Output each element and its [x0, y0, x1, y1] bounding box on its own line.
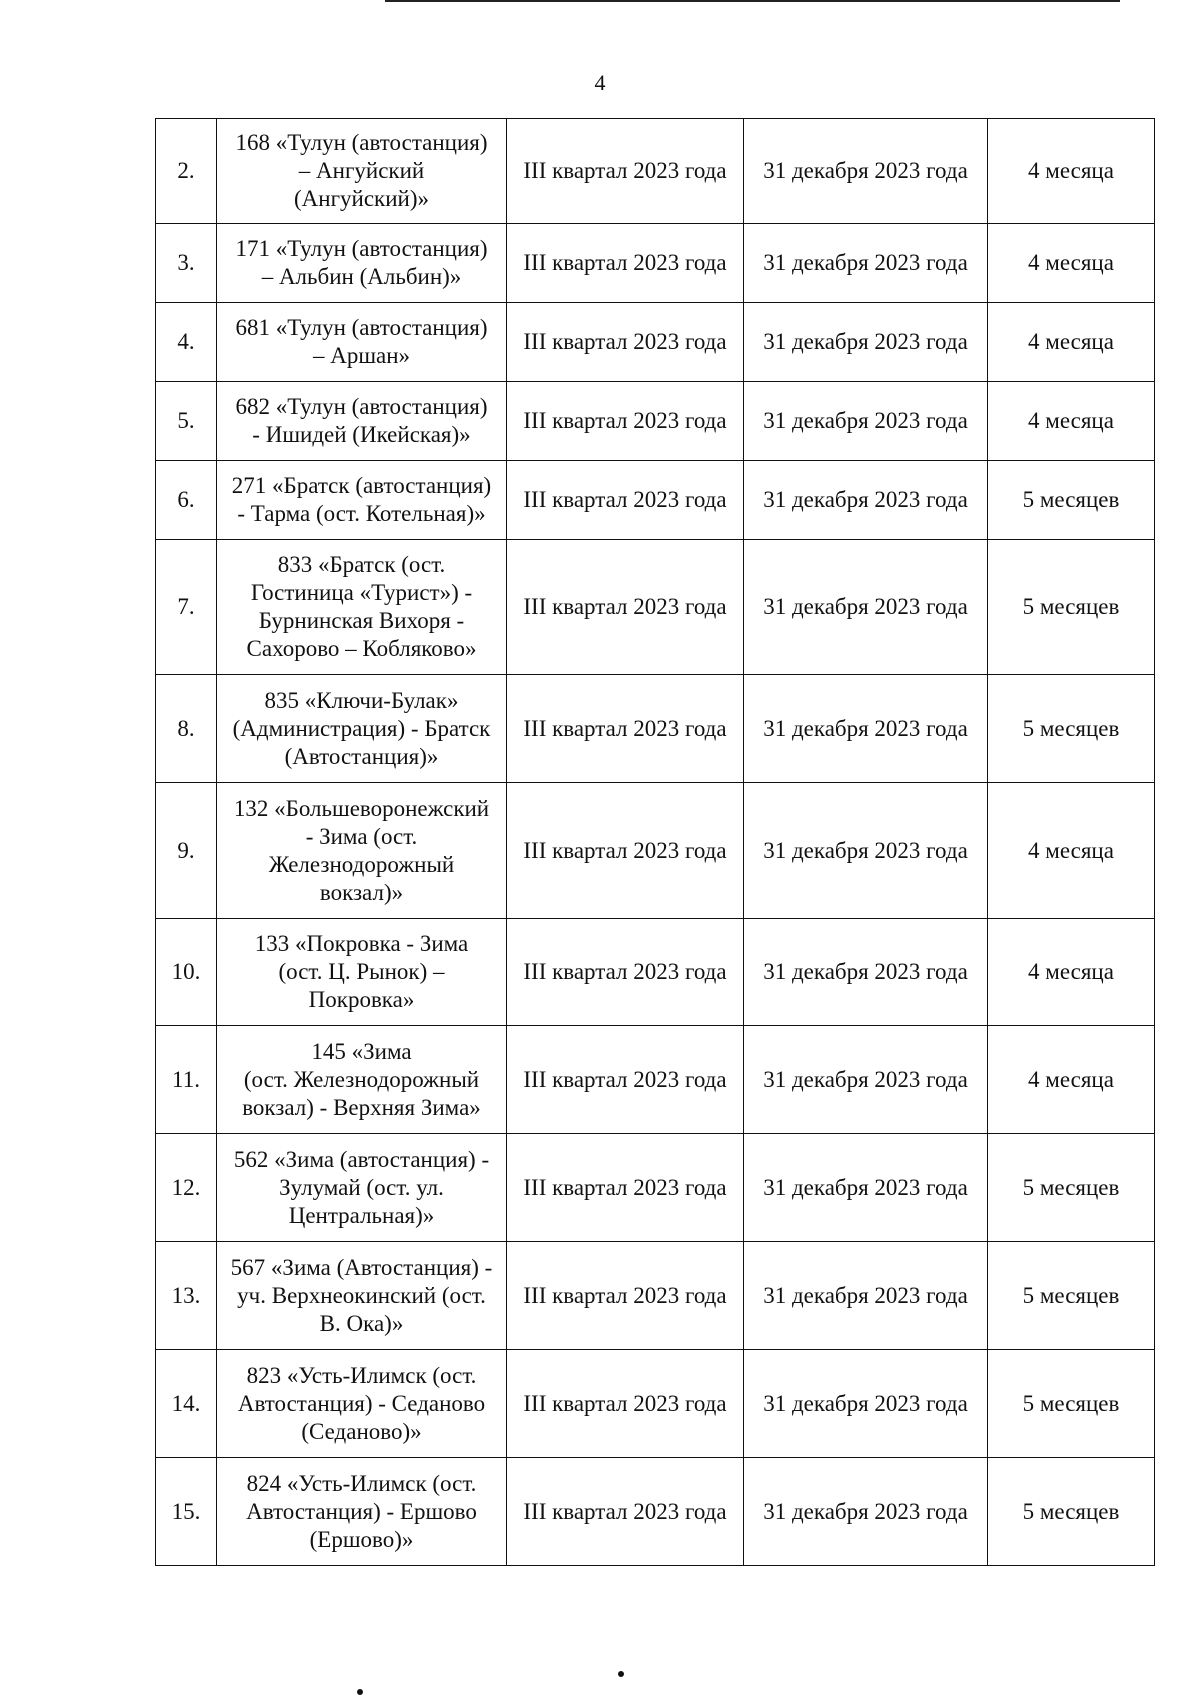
- quarter-cell: III квартал 2023 года: [507, 1458, 744, 1566]
- date-cell: 31 декабря 2023 года: [744, 1458, 988, 1566]
- date-cell: 31 декабря 2023 года: [744, 783, 988, 919]
- row-number: 3.: [156, 224, 217, 303]
- table-row: [156, 1134, 1155, 1242]
- period-cell: 4 месяца: [988, 382, 1155, 461]
- period-cell: 4 месяца: [988, 224, 1155, 303]
- table-row: [156, 540, 1155, 675]
- table-row: [156, 119, 1155, 224]
- date-cell: 31 декабря 2023 года: [744, 461, 988, 540]
- period-cell: 4 месяца: [988, 1026, 1155, 1134]
- page-number: 4: [594, 70, 606, 95]
- period-cell: 5 месяцев: [988, 1350, 1155, 1458]
- route-name: 132 «Большеворонежский - Зима (ост. Железнодорожный вокзал)»: [217, 783, 507, 919]
- date-cell: 31 декабря 2023 года: [744, 540, 988, 675]
- row-number: 7.: [156, 540, 217, 675]
- route-name: 682 «Тулун (автостанция) - Ишидей (Икейская)»: [217, 382, 507, 461]
- route-name: 168 «Тулун (автостанция) – Ангуйский (Ангуйский)»: [217, 119, 507, 224]
- date-cell: 31 декабря 2023 года: [744, 1242, 988, 1350]
- row-number: 11.: [156, 1026, 217, 1134]
- date-cell: 31 декабря 2023 года: [744, 303, 988, 382]
- quarter-cell: III квартал 2023 года: [507, 303, 744, 382]
- date-cell: 31 декабря 2023 года: [744, 224, 988, 303]
- table-row: [156, 1350, 1155, 1458]
- top-border-line: [385, 0, 1120, 2]
- route-name: 133 «Покровка - Зима (ост. Ц. Рынок) – Покровка»: [217, 919, 507, 1026]
- row-number: 2.: [156, 119, 217, 224]
- period-cell: 4 месяца: [988, 783, 1155, 919]
- table-row: [156, 1242, 1155, 1350]
- quarter-cell: III квартал 2023 года: [507, 783, 744, 919]
- quarter-cell: III квартал 2023 года: [507, 675, 744, 783]
- table-row: [156, 675, 1155, 783]
- row-number: 9.: [156, 783, 217, 919]
- route-name: 567 «Зима (Автостанция) - уч. Верхнеокинский (ост. В. Ока)»: [217, 1242, 507, 1350]
- period-cell: 4 месяца: [988, 919, 1155, 1026]
- period-cell: 5 месяцев: [988, 461, 1155, 540]
- period-cell: 4 месяца: [988, 303, 1155, 382]
- route-name: 833 «Братск (ост. Гостиница «Турист») - Бурнинская Вихоря - Сахорово – Кобляково»: [217, 540, 507, 675]
- route-name: 681 «Тулун (автостанция) – Аршан»: [217, 303, 507, 382]
- route-name: 824 «Усть-Илимск (ост. Автостанция) - Ершово (Ершово)»: [217, 1458, 507, 1566]
- table-row: [156, 303, 1155, 382]
- route-name: 835 «Ключи-Булак» (Администрация) - Братск (Автостанция)»: [217, 675, 507, 783]
- route-name: 145 «Зима (ост. Железнодорожный вокзал) - Верхняя Зима»: [217, 1026, 507, 1134]
- row-number: 8.: [156, 675, 217, 783]
- period-cell: 5 месяцев: [988, 540, 1155, 675]
- date-cell: 31 декабря 2023 года: [744, 1134, 988, 1242]
- date-cell: 31 декабря 2023 года: [744, 1026, 988, 1134]
- route-name: 271 «Братск (автостанция) - Тарма (ост. Котельная)»: [217, 461, 507, 540]
- quarter-cell: III квартал 2023 года: [507, 540, 744, 675]
- period-cell: 5 месяцев: [988, 675, 1155, 783]
- routes-table: [155, 118, 1155, 1566]
- table-row: [156, 783, 1155, 919]
- date-cell: 31 декабря 2023 года: [744, 382, 988, 461]
- date-cell: 31 декабря 2023 года: [744, 919, 988, 1026]
- date-cell: 31 декабря 2023 года: [744, 675, 988, 783]
- quarter-cell: III квартал 2023 года: [507, 1242, 744, 1350]
- quarter-cell: III квартал 2023 года: [507, 1350, 744, 1458]
- table-row: [156, 919, 1155, 1026]
- table-row: [156, 1458, 1155, 1566]
- period-cell: 4 месяца: [988, 119, 1155, 224]
- row-number: 14.: [156, 1350, 217, 1458]
- scan-dot-mark: [618, 1671, 624, 1677]
- date-cell: 31 декабря 2023 года: [744, 119, 988, 224]
- routes-table-body: [156, 119, 1155, 1566]
- row-number: 4.: [156, 303, 217, 382]
- period-cell: 5 месяцев: [988, 1134, 1155, 1242]
- table-row: [156, 461, 1155, 540]
- scan-dot-mark: [357, 1689, 363, 1695]
- route-name: 562 «Зима (автостанция) - Зулумай (ост. ул. Центральная)»: [217, 1134, 507, 1242]
- route-name: 823 «Усть-Илимск (ост. Автостанция) - Седаново (Седаново)»: [217, 1350, 507, 1458]
- quarter-cell: III квартал 2023 года: [507, 382, 744, 461]
- row-number: 5.: [156, 382, 217, 461]
- quarter-cell: III квартал 2023 года: [507, 1026, 744, 1134]
- date-cell: 31 декабря 2023 года: [744, 1350, 988, 1458]
- period-cell: 5 месяцев: [988, 1458, 1155, 1566]
- table-row: [156, 382, 1155, 461]
- route-name: 171 «Тулун (автостанция) – Альбин (Альбин)»: [217, 224, 507, 303]
- table-row: [156, 224, 1155, 303]
- period-cell: 5 месяцев: [988, 1242, 1155, 1350]
- table-row: [156, 1026, 1155, 1134]
- row-number: 15.: [156, 1458, 217, 1566]
- quarter-cell: III квартал 2023 года: [507, 1134, 744, 1242]
- row-number: 6.: [156, 461, 217, 540]
- row-number: 13.: [156, 1242, 217, 1350]
- quarter-cell: III квартал 2023 года: [507, 919, 744, 1026]
- row-number: 10.: [156, 919, 217, 1026]
- quarter-cell: III квартал 2023 года: [507, 119, 744, 224]
- quarter-cell: III квартал 2023 года: [507, 224, 744, 303]
- quarter-cell: III квартал 2023 года: [507, 461, 744, 540]
- row-number: 12.: [156, 1134, 217, 1242]
